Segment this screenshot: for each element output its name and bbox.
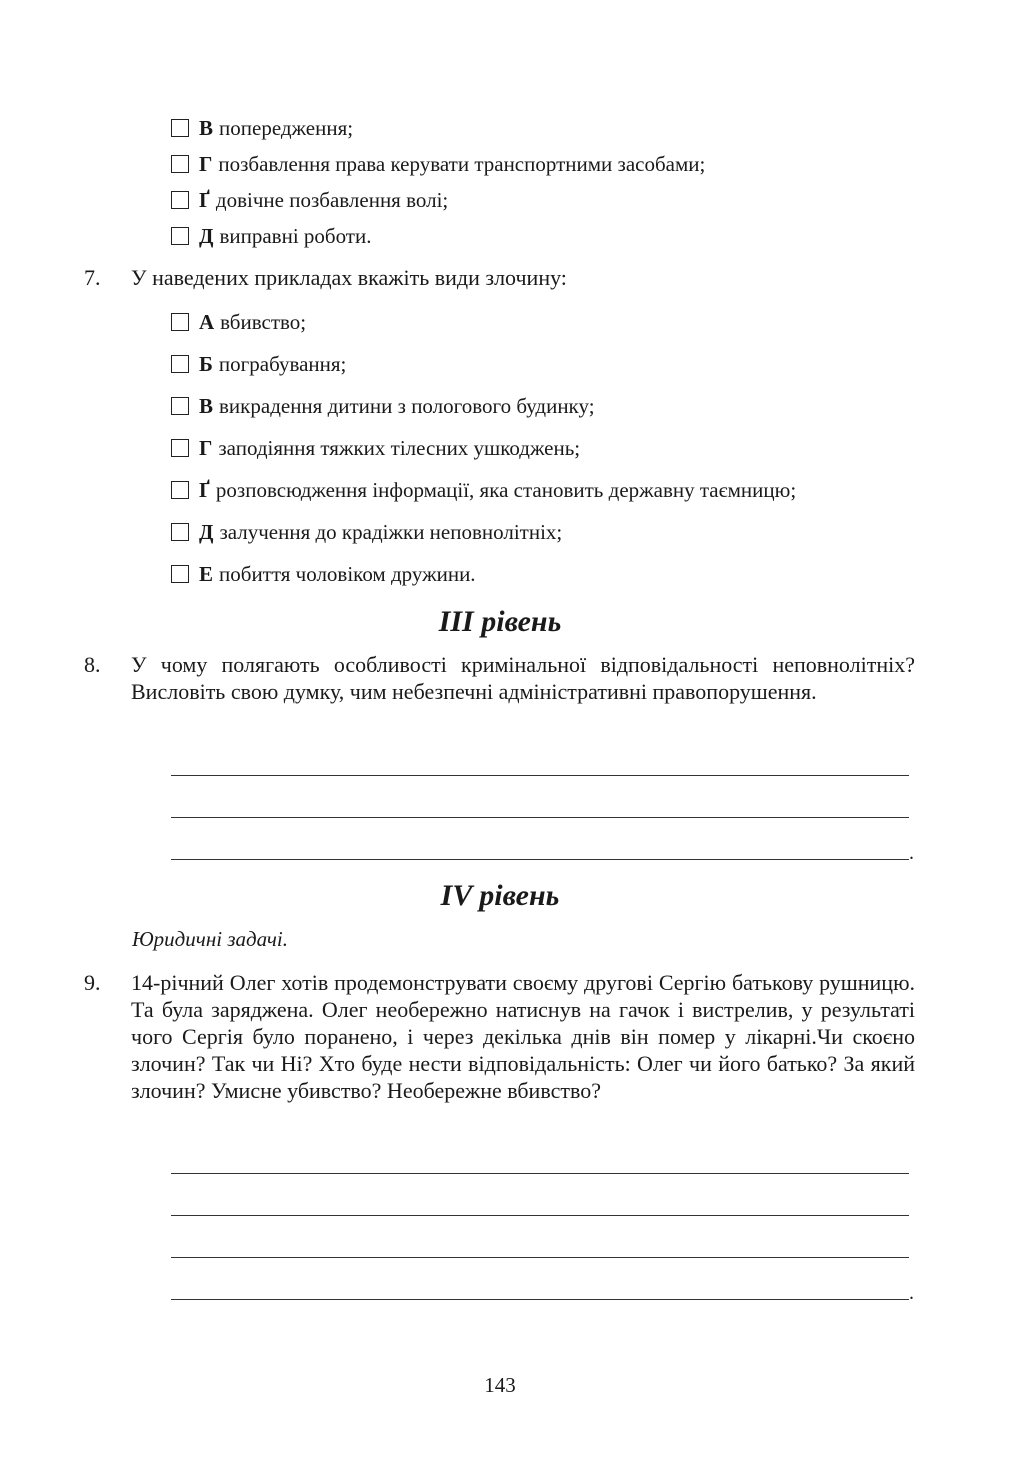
answer-line[interactable] bbox=[171, 1257, 909, 1258]
q7-option-h bbox=[171, 436, 580, 460]
option-text: довічне позбавлення волі; bbox=[215, 188, 449, 212]
option-text: заподіяння тяжких тілесних ушкоджень; bbox=[218, 436, 581, 460]
answer-line[interactable] bbox=[171, 1173, 909, 1174]
option-letter: Д bbox=[199, 520, 214, 544]
checkbox[interactable] bbox=[171, 119, 189, 137]
checkbox[interactable] bbox=[171, 227, 189, 245]
option-letter: Ґ bbox=[199, 478, 210, 502]
question-8-text: У чому полягають особливості кримінальної відповідальності неповнолітніх? Висловіть свою думку, чим небезпечні адміністративні правопорушення. bbox=[131, 652, 915, 704]
question-9-number: 9. bbox=[84, 970, 101, 995]
checkbox[interactable] bbox=[171, 155, 189, 173]
option-letter: Б bbox=[199, 352, 213, 376]
option-letter: Ґ bbox=[199, 188, 210, 212]
option-letter: Г bbox=[199, 436, 213, 460]
option-text: побиття чоловіком дружини. bbox=[219, 562, 476, 586]
option-letter: Г bbox=[199, 152, 213, 176]
option-text: вбивство; bbox=[220, 310, 307, 334]
option-text: викрадення дитини з пологового будинку; bbox=[219, 394, 595, 418]
checkbox[interactable] bbox=[171, 191, 189, 209]
q7-option-b bbox=[171, 352, 346, 376]
answer-end-mark: . bbox=[909, 1282, 914, 1304]
q6-option-g bbox=[171, 188, 448, 212]
q7-option-v bbox=[171, 394, 595, 418]
q7-option-e bbox=[171, 562, 476, 586]
option-letter: А bbox=[199, 310, 215, 334]
answer-line[interactable] bbox=[171, 775, 909, 776]
option-text: залучення до крадіжки неповнолітніх; bbox=[219, 520, 563, 544]
option-text: позбавлення права керувати транспортними засобами; bbox=[218, 152, 706, 176]
level-3-heading: III рівень bbox=[438, 605, 562, 638]
checkbox[interactable] bbox=[171, 565, 189, 583]
option-text: попередження; bbox=[219, 116, 354, 140]
level-4-heading: IV рівень bbox=[440, 879, 560, 912]
answer-end-mark: . bbox=[909, 842, 914, 864]
checkbox[interactable] bbox=[171, 523, 189, 541]
q7-option-a bbox=[171, 310, 306, 334]
answer-line[interactable] bbox=[171, 817, 909, 818]
q7-option-g bbox=[171, 478, 796, 502]
q6-option-h bbox=[171, 152, 705, 176]
question-8-number: 8. bbox=[84, 652, 101, 677]
checkbox[interactable] bbox=[171, 481, 189, 499]
q6-option-v bbox=[171, 116, 353, 140]
option-letter: Е bbox=[199, 562, 214, 586]
question-7-number: 7. bbox=[84, 265, 101, 290]
option-letter: Д bbox=[199, 224, 214, 248]
question-9-text: 14-річний Олег хотів продемонструвати своєму другові Сергію батькову рушницю. Та була заряджена. Олег необережно натиснув на гачок і вистрелив, у результаті чого Сергія було поранено, і через декілька днів він помер у лікарні.Чи скоєно злочин? Так чи Ні? Хто буде нести відповідальність: Олег чи його батько? За який злочин? Умисне убивство? Необережне вбивство? bbox=[131, 970, 915, 1103]
option-text: пограбування; bbox=[218, 352, 347, 376]
level-4-subtitle: Юридичні задачі. bbox=[132, 927, 288, 951]
checkbox[interactable] bbox=[171, 397, 189, 415]
checkbox[interactable] bbox=[171, 355, 189, 373]
answer-line[interactable] bbox=[171, 859, 909, 860]
checkbox[interactable] bbox=[171, 439, 189, 457]
q7-option-d bbox=[171, 520, 562, 544]
option-letter: В bbox=[199, 394, 214, 418]
q6-option-d bbox=[171, 224, 371, 248]
page-number: 143 bbox=[484, 1373, 516, 1397]
option-letter: В bbox=[199, 116, 214, 140]
option-text: виправні роботи. bbox=[219, 224, 372, 248]
question-7-text: У наведених прикладах вкажіть види злочину: bbox=[131, 265, 567, 290]
option-text: розповсюдження інформації, яка становить державну таємницю; bbox=[215, 478, 797, 502]
answer-line[interactable] bbox=[171, 1299, 909, 1300]
checkbox[interactable] bbox=[171, 313, 189, 331]
answer-line[interactable] bbox=[171, 1215, 909, 1216]
